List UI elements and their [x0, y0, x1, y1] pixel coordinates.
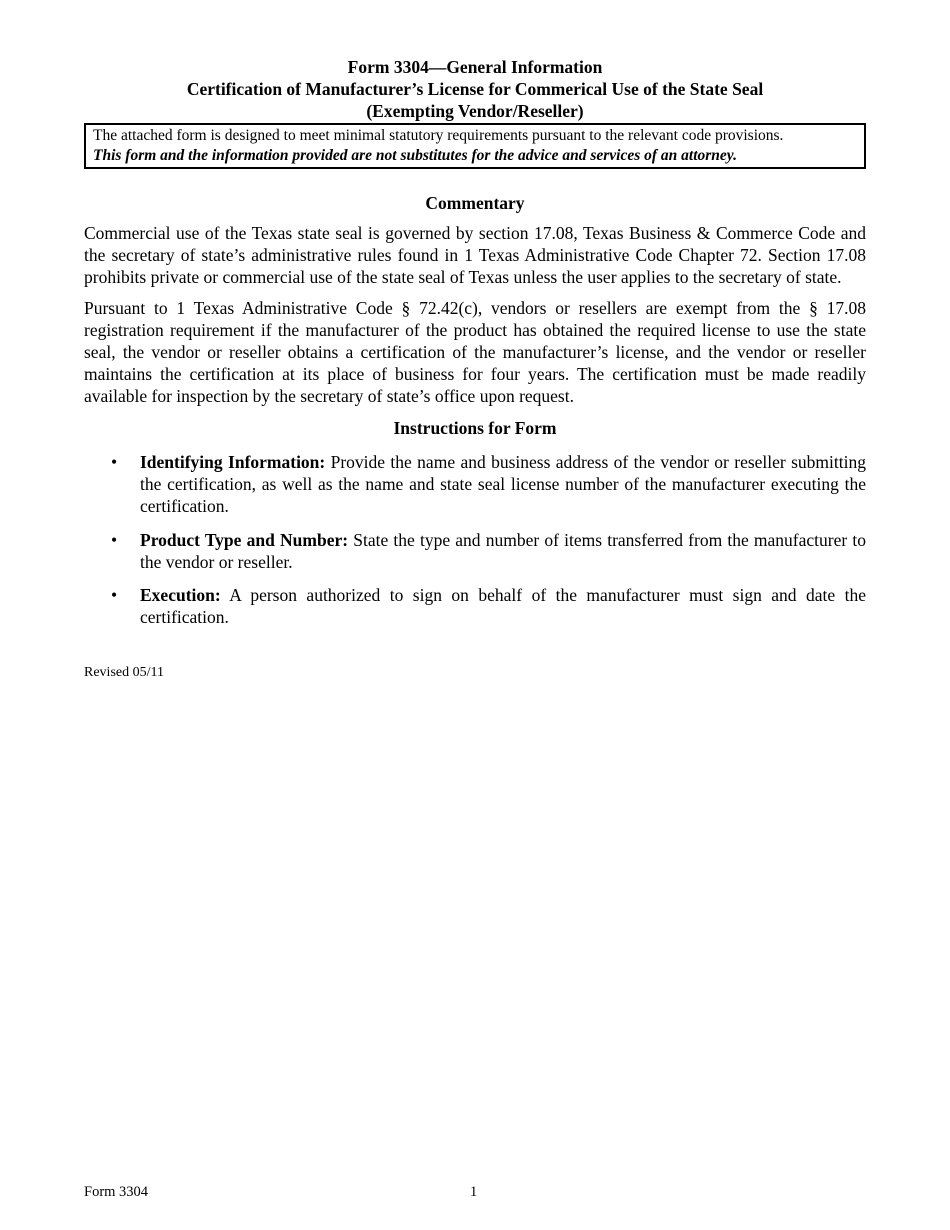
form-subtitle-qualifier: (Exempting Vendor/Reseller) [366, 101, 584, 121]
bullet-icon: • [111, 585, 118, 606]
instruction-label: Execution: [140, 585, 221, 606]
bullet-icon: • [111, 452, 118, 473]
commentary-paragraph: Commercial use of the Texas state seal is governed by section 17.08, Texas Business & Commerce Code and the secretary of state’s administrative rules found in 1 Texas Administrative Code Chapter 72. Section 17.08 prohibits private or commercial use of the state seal of Texas unless the user applies to the secretary of state. [84, 223, 866, 287]
instruction-text: State the type and number of items transferred from the manufacturer to the vendor or reseller. [140, 529, 866, 572]
commentary-paragraph: Pursuant to 1 Texas Administrative Code § 72.42(c), vendors or resellers are exempt from the § 17.08 registration requirement if the manufacturer of the product has obtained the required license to use the state seal, the vendor or reseller obtains a certification of the manufacturer’s license, and the vendor or reseller maintains the certification at its place of business for four years. The certification must be made readily available for inspection by the secretary of state’s office upon request. [84, 298, 866, 406]
instruction-item [84, 585, 866, 629]
form-title: Form 3304—General Information [347, 57, 603, 77]
instruction-item [84, 452, 866, 517]
document-page [84, 56, 866, 682]
instructions-heading: Instructions for Form [393, 418, 557, 439]
form-subtitle: Certification of Manufacturer’s License for Commerical Use of the State Seal [186, 79, 764, 99]
instruction-label: Product Type and Number: [140, 529, 349, 550]
instruction-item [84, 530, 866, 574]
instruction-text: Provide the name and business address of the vendor or reseller submitting the certification, as well as the name and state seal license number of the manufacturer executing the certification. [140, 452, 866, 516]
revision-date: Revised 05/11 [84, 664, 164, 680]
disclaimer-attorney-notice: This form and the information provided are not substitutes for the advice and services of an attorney. [93, 147, 737, 164]
disclaimer-box [84, 123, 866, 169]
commentary-heading: Commentary [425, 193, 525, 213]
footer-page-number: 1 [470, 1184, 478, 1200]
instruction-text: A person authorized to sign on behalf of the manufacturer must sign and date the certification. [140, 585, 866, 628]
disclaimer-text: The attached form is designed to meet minimal statutory requirements pursuant to the relevant code provisions. [93, 127, 784, 144]
bullet-icon: • [111, 529, 118, 550]
instruction-label: Identifying Information: [140, 452, 326, 473]
instructions-list [84, 452, 866, 629]
footer-form-label: Form 3304 [84, 1184, 149, 1200]
